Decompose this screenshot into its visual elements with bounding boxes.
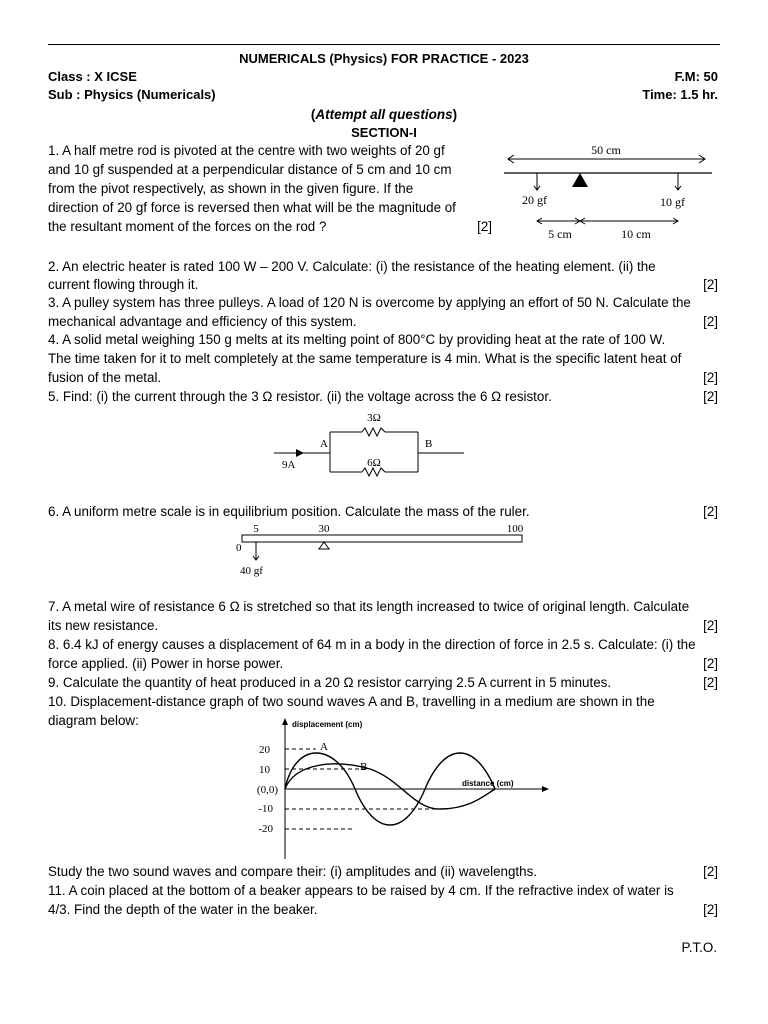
q5-r2-label: 6Ω	[367, 457, 381, 469]
section-heading: SECTION-I	[351, 125, 417, 140]
q10-marks: [2]	[703, 864, 718, 879]
q10-line-3: Study the two sound waves and compare their: (i) amplitudes and (ii) wavelengths. [2]	[48, 864, 718, 879]
q1-right-distance: 10 cm	[621, 227, 651, 241]
q4-marks: [2]	[703, 370, 718, 385]
q8-line-1: 8. 6.4 kJ of energy causes a displacement of 64 m in a body in the direction of force in 2.5 s. Calculate: (i) the	[48, 637, 696, 652]
q6-metre-scale-figure	[228, 520, 528, 580]
metre-scale-bar	[242, 535, 522, 542]
q10-x-axis-label: distance (cm)	[462, 779, 514, 788]
q2-line-2: current flowing through it. [2]	[48, 277, 718, 292]
q1-line-1: 1. A half metre rod is pivoted at the centre with two weights of 20 gf	[48, 143, 445, 158]
q10-wave-a-label: A	[320, 741, 328, 753]
pto-label: P.T.O.	[681, 940, 717, 955]
q10-tick-10: 10	[259, 764, 270, 776]
q3-line-2: mechanical advantage and efficiency of this system. [2]	[48, 314, 718, 329]
q5-r1-label: 3Ω	[367, 412, 381, 424]
q10-wave-graph	[240, 715, 560, 861]
q1-line-5: the resultant moment of the forces on the rod ? [2]	[48, 219, 492, 234]
q1-line-2: and 10 gf suspended at a perpendicular distance of 5 cm and 10 cm	[48, 162, 452, 177]
q2-line-1: 2. An electric heater is rated 100 W – 200 V. Calculate: (i) the resistance of the heating element. (ii) the	[48, 259, 656, 274]
top-rule	[48, 44, 720, 45]
q6-line-1: 6. A uniform metre scale is in equilibrium position. Calculate the mass of the ruler. [2]	[48, 504, 718, 519]
resistor-6-ohm	[362, 468, 385, 476]
q11-marks: [2]	[703, 902, 718, 917]
q1-marks: [2]	[477, 219, 492, 234]
class-label: Class : X ICSE	[48, 69, 137, 84]
q1-line-3: from the pivot respectively, as shown in the given figure. If the	[48, 181, 414, 196]
current-arrow-icon	[296, 449, 304, 457]
q2-marks: [2]	[703, 277, 718, 292]
q5-circuit-figure	[270, 408, 470, 480]
q10-tick-neg10: -10	[258, 803, 273, 815]
q5-marks: [2]	[703, 389, 718, 404]
q1-left-weight: 20 gf	[522, 193, 547, 207]
full-marks: F.M: 50	[674, 69, 718, 84]
q6-mark-0: 0	[236, 542, 242, 554]
pivot-icon	[572, 173, 588, 187]
q1-lever-figure	[500, 140, 720, 244]
q5-node-b: B	[425, 438, 433, 450]
q8-line-2: force applied. (ii) Power in horse power. [2]	[48, 656, 718, 671]
q7-line-2: its new resistance. [2]	[48, 618, 718, 633]
q11-line-1: 11. A coin placed at the bottom of a beaker appears to be raised by 4 cm. If the refractive index of water is	[48, 883, 674, 898]
q5-node-a: A	[320, 438, 328, 450]
q10-y-axis-label: displacement (cm)	[292, 720, 363, 729]
q5-current: 9A	[282, 459, 296, 471]
q8-marks: [2]	[703, 656, 718, 671]
q10-line-2: diagram below:	[48, 713, 139, 728]
q4-line-3: fusion of the metal. [2]	[48, 370, 718, 385]
q10-tick-20: 20	[259, 744, 270, 756]
q1-length-label: 50 cm	[591, 143, 621, 157]
q7-marks: [2]	[703, 618, 718, 633]
fulcrum-icon	[319, 542, 329, 549]
resistor-3-ohm	[362, 428, 385, 436]
q10-line-1: 10. Displacement-distance graph of two sound waves A and B, travelling in a medium are shown in the	[48, 694, 655, 709]
q7-line-1: 7. A metal wire of resistance 6 Ω is stretched so that its length increased to twice of original length. Calculate	[48, 599, 690, 614]
q10-tick-neg20: -20	[258, 823, 273, 835]
q3-marks: [2]	[703, 314, 718, 329]
time-label: Time: 1.5 hr.	[642, 87, 718, 102]
q4-line-1: 4. A solid metal weighing 150 g melts at its melting point of 800°C by providing heat at the rate of 100 W.	[48, 332, 666, 347]
q1-left-distance: 5 cm	[548, 227, 572, 241]
q6-mark-5: 5	[253, 523, 259, 535]
paper-title: NUMERICALS (Physics) FOR PRACTICE - 2023	[239, 51, 529, 66]
q6-weight: 40 gf	[240, 565, 263, 577]
instruction: (Attempt all questions)	[310, 107, 458, 122]
q11-line-2: 4/3. Find the depth of the water in the beaker. [2]	[48, 902, 718, 917]
q10-wave-b-label: B	[360, 761, 368, 773]
q6-marks: [2]	[703, 504, 718, 519]
q9-marks: [2]	[703, 675, 718, 690]
q1-line-4: direction of 20 gf force is reversed then what will be the magnitude of	[48, 200, 456, 215]
q3-line-1: 3. A pulley system has three pulleys. A load of 120 N is overcome by applying an effort of 50 N. Calculate the	[48, 295, 691, 310]
subject-label: Sub : Physics (Numericals)	[48, 87, 216, 102]
q6-mark-30: 30	[318, 523, 330, 535]
q5-line-1: 5. Find: (i) the current through the 3 Ω resistor. (ii) the voltage across the 6 Ω resistor. [2]	[48, 389, 718, 404]
q9-line-1: 9. Calculate the quantity of heat produced in a 20 Ω resistor carrying 2.5 A current in 5 minutes. [2]	[48, 675, 718, 690]
q10-tick-0: (0,0)	[256, 784, 278, 796]
q6-mark-100: 100	[506, 523, 524, 535]
q4-line-2: The time taken for it to melt completely at the same temperature is 4 min. What is the specific latent heat of	[48, 351, 682, 366]
q1-right-weight: 10 gf	[660, 195, 685, 209]
